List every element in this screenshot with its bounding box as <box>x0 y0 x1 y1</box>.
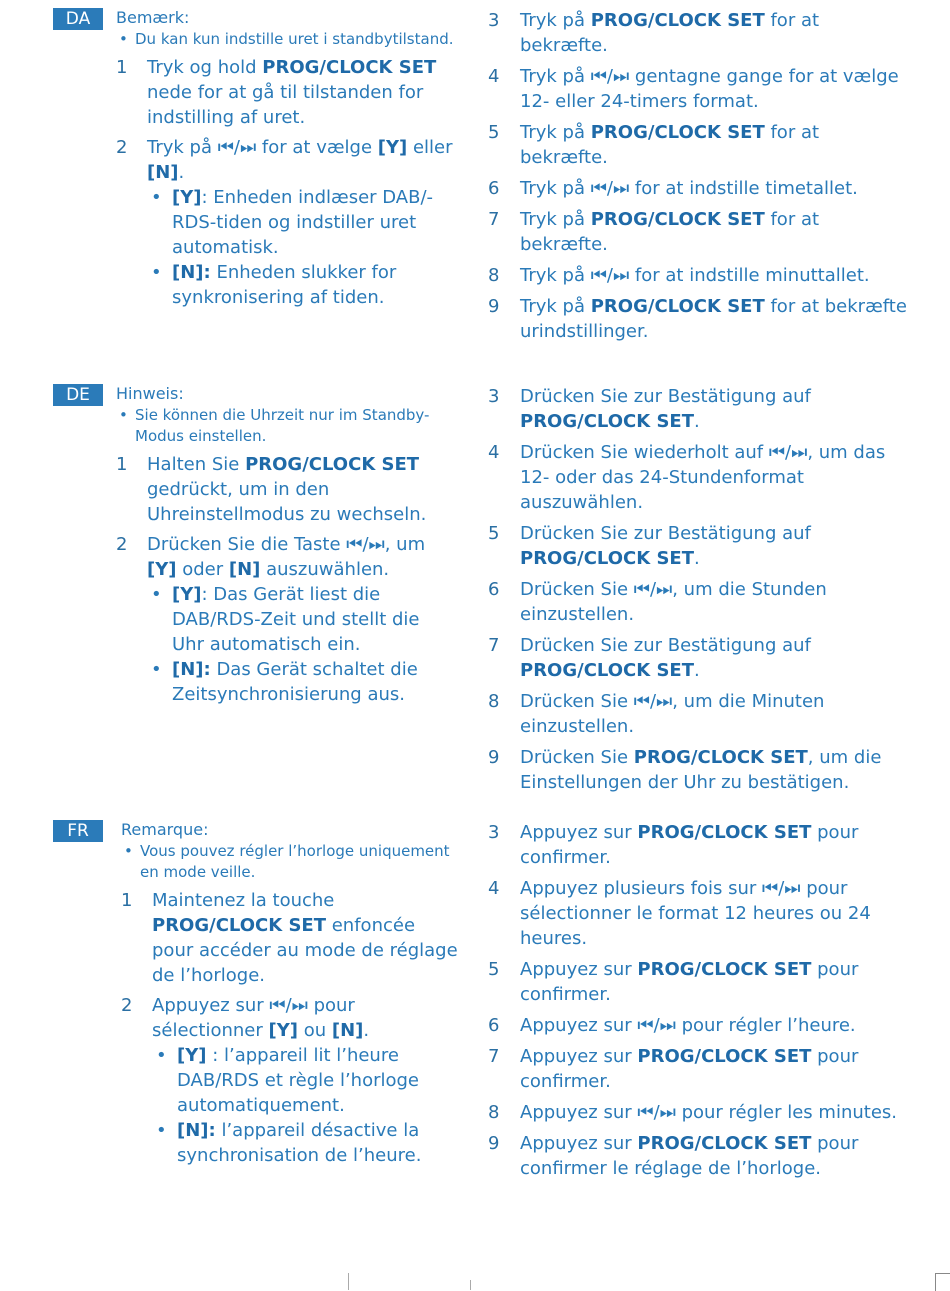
instruction-step: 9 Appuyez sur PROG/CLOCK SET pour confirmer le réglage de l’horloge. <box>488 1133 859 1179</box>
language-badge: FR <box>53 820 103 842</box>
sub-bullet: • [N]: l’appareil désactive la synchronisation de l’heure. <box>156 1120 422 1166</box>
instruction-step: 4 Drücken Sie wiederholt auf ⏮/⏭, um das 12- oder das 24-Stundenformat auszuwählen. <box>488 442 886 513</box>
right-column <box>488 384 908 801</box>
left-column <box>116 384 456 707</box>
instruction-step: 7 Drücken Sie zur Bestätigung auf PROG/CLOCK SET. <box>488 635 811 681</box>
language-badge: DA <box>53 8 103 30</box>
instruction-step: 6 Drücken Sie ⏮/⏭, um die Stunden einzustellen. <box>488 579 827 625</box>
note-title: Hinweis: <box>116 384 184 403</box>
instruction-step: 6 Appuyez sur ⏮/⏭ pour régler l’heure. <box>488 1015 856 1036</box>
instruction-step: 2 Appuyez sur ⏮/⏭ pour sélectionner [Y] ou [N]. <box>121 995 370 1041</box>
instruction-step: 1 Maintenez la touche PROG/CLOCK SET enfoncée pour accéder au mode de réglage de l’horloge. <box>121 890 458 986</box>
note-title: Bemærk: <box>116 8 190 27</box>
instruction-step: 9 Tryk på PROG/CLOCK SET for at bekræfte urindstillinger. <box>488 296 907 342</box>
note-title: Remarque: <box>121 820 209 839</box>
instruction-step: 1 Tryk og hold PROG/CLOCK SET nede for at gå til tilstanden for indstilling af uret. <box>116 57 437 128</box>
note-bullet: • Vous pouvez régler l’horloge uniquement en mode veille. <box>124 842 450 881</box>
instruction-step: 3 Appuyez sur PROG/CLOCK SET pour confirmer. <box>488 822 859 868</box>
sub-bullet: • [N]: Das Gerät schaltet die Zeitsynchronisierung aus. <box>151 659 418 705</box>
instruction-step: 5 Tryk på PROG/CLOCK SET for at bekræfte. <box>488 122 820 168</box>
instruction-step: 4 Appuyez plusieurs fois sur ⏮/⏭ pour sélectionner le format 12 heures ou 24 heures. <box>488 878 871 949</box>
instruction-step: 1 Halten Sie PROG/CLOCK SET gedrückt, um in den Uhreinstellmodus zu wechseln. <box>116 454 427 525</box>
instruction-step: 2 Drücken Sie die Taste ⏮/⏭, um [Y] oder [N] auszuwählen. <box>116 534 426 580</box>
instruction-step: 7 Appuyez sur PROG/CLOCK SET pour confirmer. <box>488 1046 859 1092</box>
instruction-step: 8 Drücken Sie ⏮/⏭, um die Minuten einzustellen. <box>488 691 825 737</box>
instruction-step: 7 Tryk på PROG/CLOCK SET for at bekræfte. <box>488 209 820 255</box>
instruction-step: 8 Appuyez sur ⏮/⏭ pour régler les minutes. <box>488 1102 897 1123</box>
language-badge: DE <box>53 384 103 406</box>
instruction-step: 2 Tryk på ⏮/⏭ for at vælge [Y] eller [N]. <box>116 137 453 183</box>
right-column <box>488 820 908 1187</box>
right-column <box>488 8 908 350</box>
instruction-step: 3 Tryk på PROG/CLOCK SET for at bekræfte. <box>488 10 820 56</box>
trim-mark <box>470 1280 471 1290</box>
instruction-step: 5 Appuyez sur PROG/CLOCK SET pour confirmer. <box>488 959 859 1005</box>
sub-bullet: • [N]: Enheden slukker for synkronisering af tiden. <box>151 262 397 308</box>
trim-mark <box>348 1273 349 1290</box>
instruction-step: 5 Drücken Sie zur Bestätigung auf PROG/CLOCK SET. <box>488 523 811 569</box>
note-bullet: • Du kan kun indstille uret i standbytilstand. <box>119 30 454 48</box>
sub-bullet: • [Y]: Enheden indlæser DAB/-RDS-tiden og indstiller uret automatisk. <box>151 187 434 258</box>
instruction-step: 4 Tryk på ⏮/⏭ gentagne gange for at vælge 12- eller 24-timers format. <box>488 66 899 112</box>
instruction-step: 3 Drücken Sie zur Bestätigung auf PROG/CLOCK SET. <box>488 386 811 432</box>
corner-crop-mark <box>935 1273 950 1291</box>
sub-bullet: • [Y]: Das Gerät liest die DAB/RDS-Zeit und stellt die Uhr automatisch ein. <box>151 584 420 655</box>
instruction-step: 6 Tryk på ⏮/⏭ for at indstille timetallet. <box>488 178 858 199</box>
sub-bullet: • [Y] : l’appareil lit l’heure DAB/RDS et règle l’horloge automatiquement. <box>156 1045 419 1116</box>
instruction-step: 8 Tryk på ⏮/⏭ for at indstille minuttallet. <box>488 265 870 286</box>
instruction-step: 9 Drücken Sie PROG/CLOCK SET, um die Einstellungen der Uhr zu bestätigen. <box>488 747 882 793</box>
note-bullet: • Sie können die Uhrzeit nur im Standby-Modus einstellen. <box>119 406 430 445</box>
left-column <box>116 8 456 310</box>
left-column <box>121 820 461 1168</box>
